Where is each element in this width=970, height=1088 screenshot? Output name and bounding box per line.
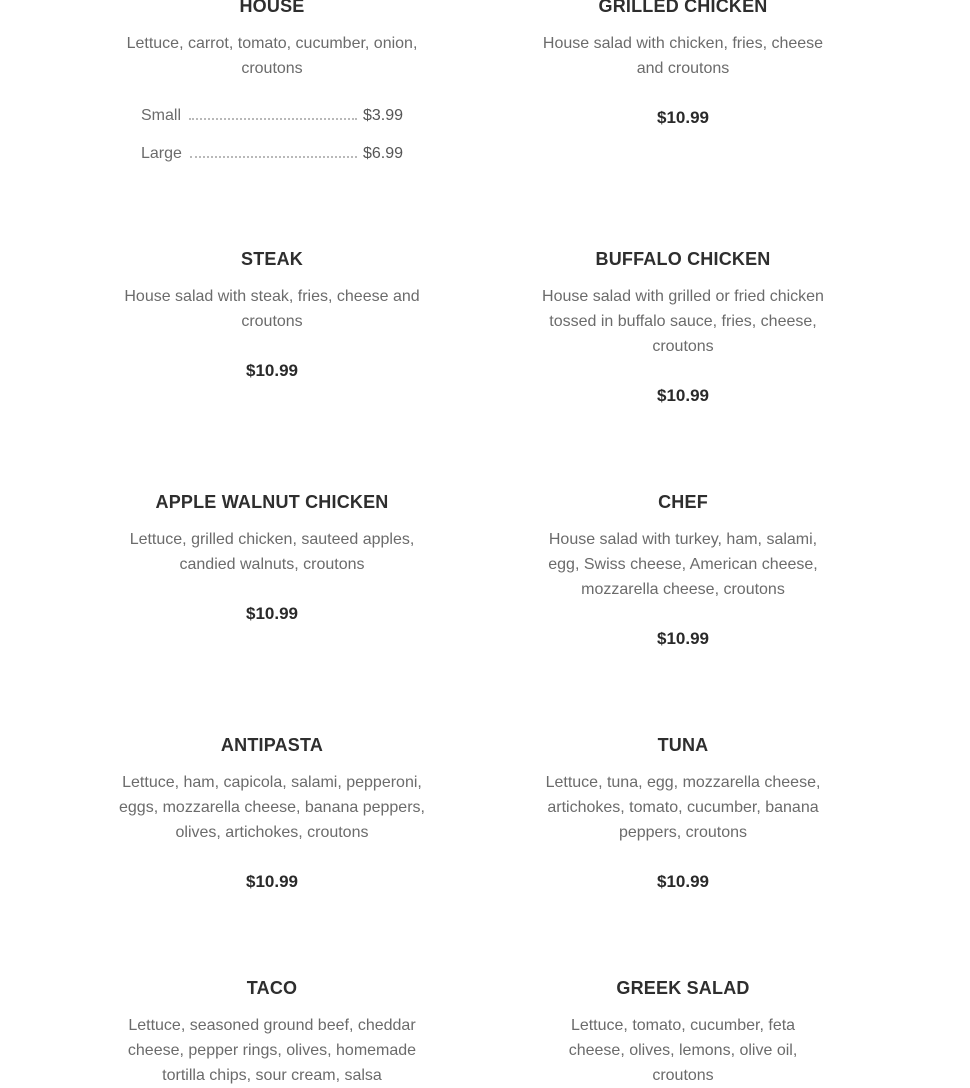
item-description: Lettuce, carrot, tomato, cucumber, onion, croutons [126, 35, 418, 77]
size-price: $6.99 [362, 145, 403, 162]
item-title: GREEK SALAD [616, 978, 750, 998]
menu-item-steak [112, 246, 432, 382]
menu-item-chef [523, 489, 843, 650]
menu-item-buffalo-chicken [523, 246, 843, 407]
dot-leader [189, 117, 357, 120]
item-price: $10.99 [657, 386, 709, 405]
item-description: House salad with turkey, ham, salami, egg, Swiss cheese, American cheese, mozzarella cheese, croutons [548, 531, 818, 598]
dot-leader [190, 155, 357, 158]
size-list [141, 107, 403, 183]
size-row-small [141, 107, 403, 145]
item-description: House salad with steak, fries, cheese and croutons [124, 288, 420, 330]
item-title: STEAK [240, 249, 303, 269]
item-price: $10.99 [246, 604, 298, 623]
item-title: CHEF [658, 492, 708, 512]
item-price: $10.99 [657, 872, 709, 891]
menu-item-antipasta [112, 732, 432, 893]
size-price: $3.99 [362, 107, 403, 124]
menu-item-grilled-chicken [523, 0, 843, 129]
item-title: APPLE WALNUT CHICKEN [155, 492, 389, 512]
item-price: $10.99 [657, 629, 709, 648]
item-title: TACO [246, 978, 298, 998]
item-description: Lettuce, tuna, egg, mozzarella cheese, artichokes, tomato, cucumber, banana peppers, croutons [545, 774, 821, 841]
item-title: ANTIPASTA [220, 735, 324, 755]
item-description: House salad with chicken, fries, cheese and croutons [542, 35, 824, 77]
item-description: Lettuce, grilled chicken, sauteed apples, candied walnuts, croutons [129, 531, 415, 573]
item-title: TUNA [657, 735, 709, 755]
menu-item-greek-salad [523, 975, 843, 1088]
item-price: $10.99 [657, 108, 709, 127]
item-title: GRILLED CHICKEN [598, 0, 768, 16]
size-name: Large [141, 145, 182, 162]
menu-item-house [112, 0, 432, 183]
size-name: Small [141, 107, 182, 124]
menu-item-tuna [523, 732, 843, 893]
item-price: $10.99 [246, 872, 298, 891]
item-title: HOUSE [239, 0, 305, 16]
item-title: BUFFALO CHICKEN [595, 249, 771, 269]
item-description: Lettuce, seasoned ground beef, cheddar cheese, pepper rings, olives, homemade tortilla chips, sour cream, salsa [127, 1017, 417, 1084]
menu-item-taco [112, 975, 432, 1088]
item-description: Lettuce, tomato, cucumber, feta cheese, olives, lemons, olive oil, croutons [568, 1017, 798, 1084]
size-row-large [141, 145, 403, 183]
menu-item-apple-walnut-chicken [112, 489, 432, 625]
item-description: House salad with grilled or fried chicken tossed in buffalo sauce, fries, cheese, croutons [542, 288, 824, 355]
item-price: $10.99 [246, 361, 298, 380]
item-description: Lettuce, ham, capicola, salami, pepperoni, eggs, mozzarella cheese, banana peppers, olives, artichokes, croutons [119, 774, 425, 841]
